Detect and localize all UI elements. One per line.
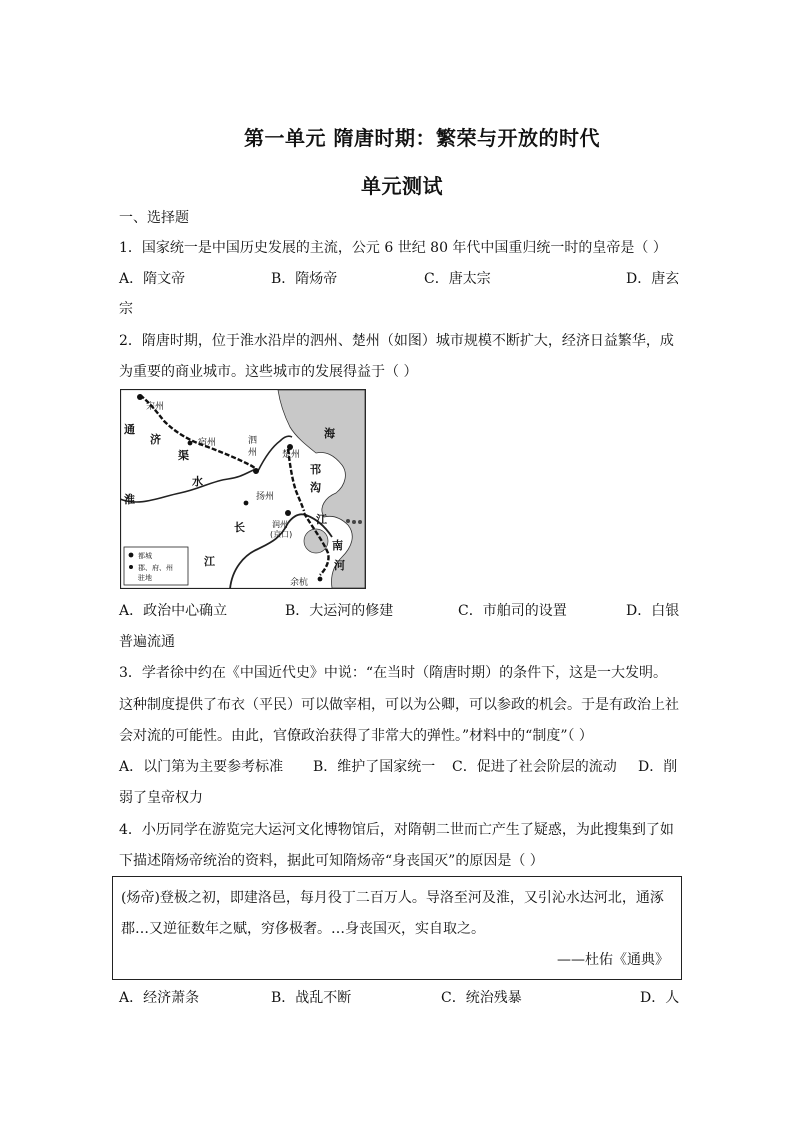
q3-stem-line-1: 3．学者徐中约在《中国近代史》中说：“在当时（隋唐时期）的条件下，这是一大发明。: [119, 665, 668, 681]
map-label-han: 邗: [310, 463, 321, 476]
q3-option-c: C．促进了社会阶层的流动: [452, 759, 617, 775]
q4-stem-line-2: 下描述隋炀帝统治的资料，据此可知隋炀帝“身丧国灭”的原因是（ ）: [119, 853, 544, 869]
map-label-jingkou: (京口): [270, 530, 293, 539]
q3-option-b: B．维护了国家统一: [313, 759, 436, 775]
map-label-he: 河: [334, 559, 345, 572]
q2-option-d-continued: 普遍流通: [119, 634, 175, 650]
q2-stem-line-1: 2．隋唐时期，位于淮水沿岸的泗州、楚州（如图）城市规模不断扩大，经济日益繁华，成: [119, 333, 674, 349]
q4-option-b: B．战乱不断: [271, 990, 352, 1006]
grand-canal-map: [120, 389, 366, 589]
q2-option-c: C．市舶司的设置: [458, 603, 567, 619]
q4-option-d: D．人: [640, 990, 680, 1006]
map-label-huai: 淮: [124, 493, 135, 506]
map-label-chuzhou: 楚州: [282, 450, 301, 460]
q3-option-d: D．削: [638, 759, 678, 775]
q3-option-a: A．以门第为主要参考标准: [119, 759, 284, 775]
q2-stem-line-2: 为重要的商业城市。这些城市的发展得益于（ ）: [119, 364, 418, 380]
map-label-runzhou: 润州: [272, 520, 288, 529]
map-label-jiang2: 江: [316, 513, 327, 526]
unit-title: 第一单元 隋唐时期：繁荣与开放的时代: [244, 126, 600, 150]
map-label-nan: 南: [332, 539, 343, 552]
map-label-zhou: 州: [248, 448, 258, 458]
map-legend-prefecture: 郡、府、州: [138, 564, 173, 572]
map-label-yuhang: 余杭: [290, 578, 309, 588]
map-label-si: 泗: [248, 436, 258, 446]
songzhou-marker: [137, 394, 143, 400]
map-label-chang: 长: [234, 521, 245, 534]
q3-stem-line-3: 会对流的可能性。由此，官僚政治获得了非常大的弹性。”材料中的“制度”（ ）: [119, 728, 593, 744]
map-label-tong: 通: [124, 423, 135, 436]
section-heading: 一、选择题: [119, 210, 189, 226]
q1-option-d-continued: 宗: [119, 301, 133, 317]
q4-quote-line-1: (炀帝)登极之初，即建洛邑，每月役丁二百万人。导洛至河及淮，又引沁水达河北，通涿: [121, 890, 664, 906]
map-label-jiang: 江: [204, 555, 215, 568]
map-label-songzhou: 宋州: [146, 402, 165, 412]
q4-quote-source: ——杜佑《通典》: [557, 952, 669, 968]
q3-option-d-continued: 弱了皇帝权力: [119, 790, 203, 806]
map-legend-prefecture-2: 驻地: [138, 574, 152, 582]
map-label-yangzhou: 扬州: [256, 492, 275, 502]
q2-option-d: D．白银: [626, 603, 680, 619]
map-legend-capital: 都城: [138, 552, 152, 560]
q2-option-a: A．政治中心确立: [119, 603, 228, 619]
map-label-gou: 沟: [310, 481, 321, 494]
unit-subtitle: 单元测试: [361, 174, 443, 198]
q3-stem-line-2: 这种制度提供了布衣（平民）可以做宰相，可以为公卿，可以参政的机会。于是有政治上社: [119, 697, 679, 713]
q1-option-d: D．唐玄: [626, 271, 680, 287]
q1-option-c: C．唐太宗: [424, 271, 491, 287]
q1-option-b: B．隋炀帝: [271, 271, 338, 287]
q4-stem-line-1: 4．小历同学在游览完大运河文化博物馆后，对隋朝二世而亡产生了疑惑，为此搜集到了如: [119, 822, 674, 838]
q4-option-c: C．统治残暴: [441, 990, 522, 1006]
q2-option-b: B．大运河的修建: [285, 603, 394, 619]
map-label-shui: 水: [192, 475, 203, 488]
q4-source-box: [112, 876, 682, 980]
map-label-hai: 海: [324, 427, 335, 440]
q4-option-a: A．经济萧条: [119, 990, 200, 1006]
map-label-qu: 渠: [178, 449, 189, 462]
q4-quote-line-2: 郡…又逆征数年之赋，穷侈极奢。…身丧国灭，实自取之。: [121, 921, 485, 937]
q1-stem: 1．国家统一是中国历史发展的主流，公元 6 世纪 80 年代中国重归统一时的皇帝是（ ）: [119, 240, 667, 256]
map-label-ji: 济: [150, 433, 161, 446]
map-label-suzhou: 宿州: [198, 438, 217, 448]
q1-option-a: A．隋文帝: [119, 271, 186, 287]
